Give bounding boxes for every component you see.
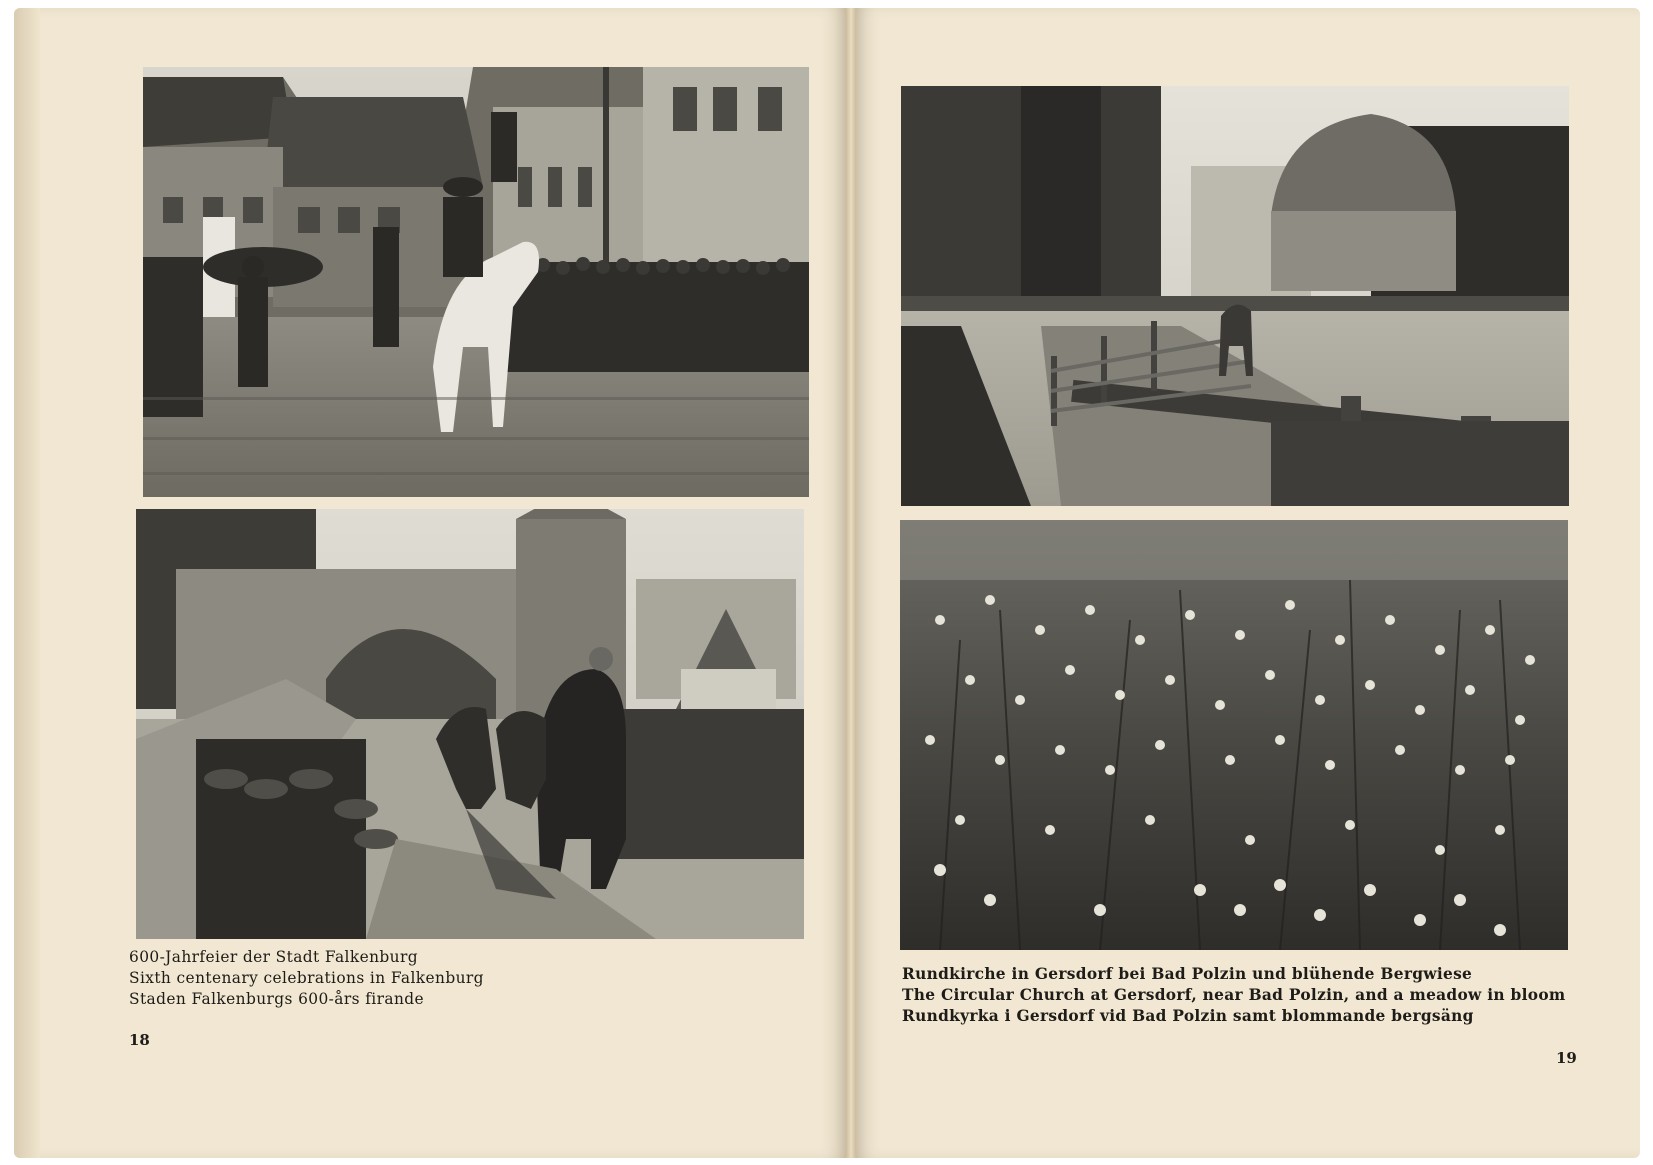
photo-circular-church	[901, 86, 1569, 506]
page-number-left: 18	[129, 1031, 150, 1049]
book-gutter	[846, 8, 856, 1158]
page-number-right: 19	[1556, 1049, 1577, 1067]
left-caption	[129, 947, 484, 1010]
caption-swedish: Rundkyrka i Gersdorf vid Bad Polzin samt blommande bergsäng	[902, 1007, 1474, 1025]
right-caption	[902, 964, 1565, 1027]
caption-english: The Circular Church at Gersdorf, near Bad Polzin, and a meadow in bloom	[902, 986, 1566, 1004]
caption-german: 600-Jahrfeier der Stadt Falkenburg	[129, 948, 418, 966]
caption-german: Rundkirche in Gersdorf bei Bad Polzin und blühende Bergwiese	[902, 965, 1473, 983]
photo-meadow-bloom	[900, 520, 1568, 950]
left-page-edge	[14, 8, 40, 1158]
photo-procession-gate	[136, 509, 804, 939]
caption-swedish: Staden Falkenburgs 600-års firande	[129, 990, 425, 1008]
caption-english: Sixth centenary celebrations in Falkenburg	[129, 969, 484, 987]
photo-parade-square	[143, 67, 809, 497]
